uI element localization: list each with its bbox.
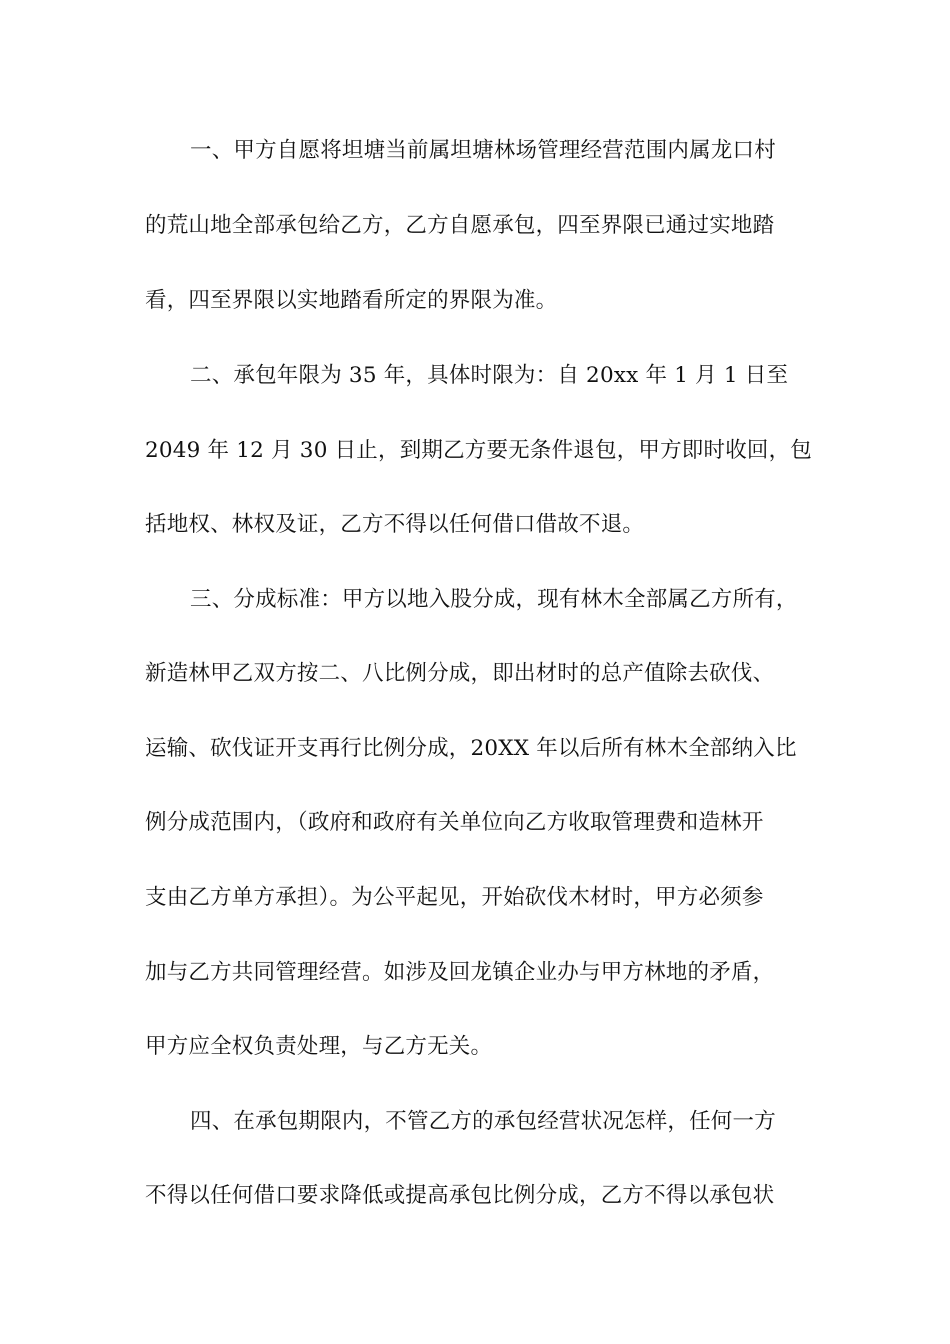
text-line: 运输、砍伐证开支再行比例分成，20XX 年以后所有林木全部纳入比: [145, 736, 797, 761]
text-line: 二、承包年限为 35 年，具体时限为：自 20xx 年 1 月 1 日至: [190, 363, 789, 388]
text-line: 支由乙方单方承担）。为公平起见，开始砍伐木材时，甲方必须参: [145, 885, 764, 910]
text-line: 加与乙方共同管理经营。如涉及回龙镇企业办与甲方林地的矛盾，: [145, 960, 775, 985]
text-line: 例分成范围内，（政府和政府有关单位向乙方收取管理费和造林开: [145, 810, 764, 835]
text-line: 甲方应全权负责处理，与乙方无关。: [145, 1034, 493, 1059]
text-line: 看，四至界限以实地踏看所定的界限为准。: [145, 288, 558, 313]
text-line: 的荒山地全部承包给乙方，乙方自愿承包，四至界限已通过实地踏: [145, 213, 775, 238]
text-line: 四、在承包期限内，不管乙方的承包经营状况怎样，任何一方: [190, 1109, 776, 1134]
text-line: 一、甲方自愿将坦塘当前属坦塘林场管理经营范围内属龙口村: [190, 138, 776, 163]
text-line: 括地权、林权及证，乙方不得以任何借口借故不退。: [145, 512, 645, 537]
text-line: 2049 年 12 月 30 日止，到期乙方要无条件退包，甲方即时收回，包: [145, 438, 813, 463]
text-line: 新造林甲乙双方按二、八比例分成，即出材时的总产值除去砍伐、: [145, 661, 775, 686]
text-line: 三、分成标准：甲方以地入股分成，现有林木全部属乙方所有，: [190, 587, 798, 612]
text-line: 不得以任何借口要求降低或提高承包比例分成，乙方不得以承包状: [145, 1183, 775, 1208]
